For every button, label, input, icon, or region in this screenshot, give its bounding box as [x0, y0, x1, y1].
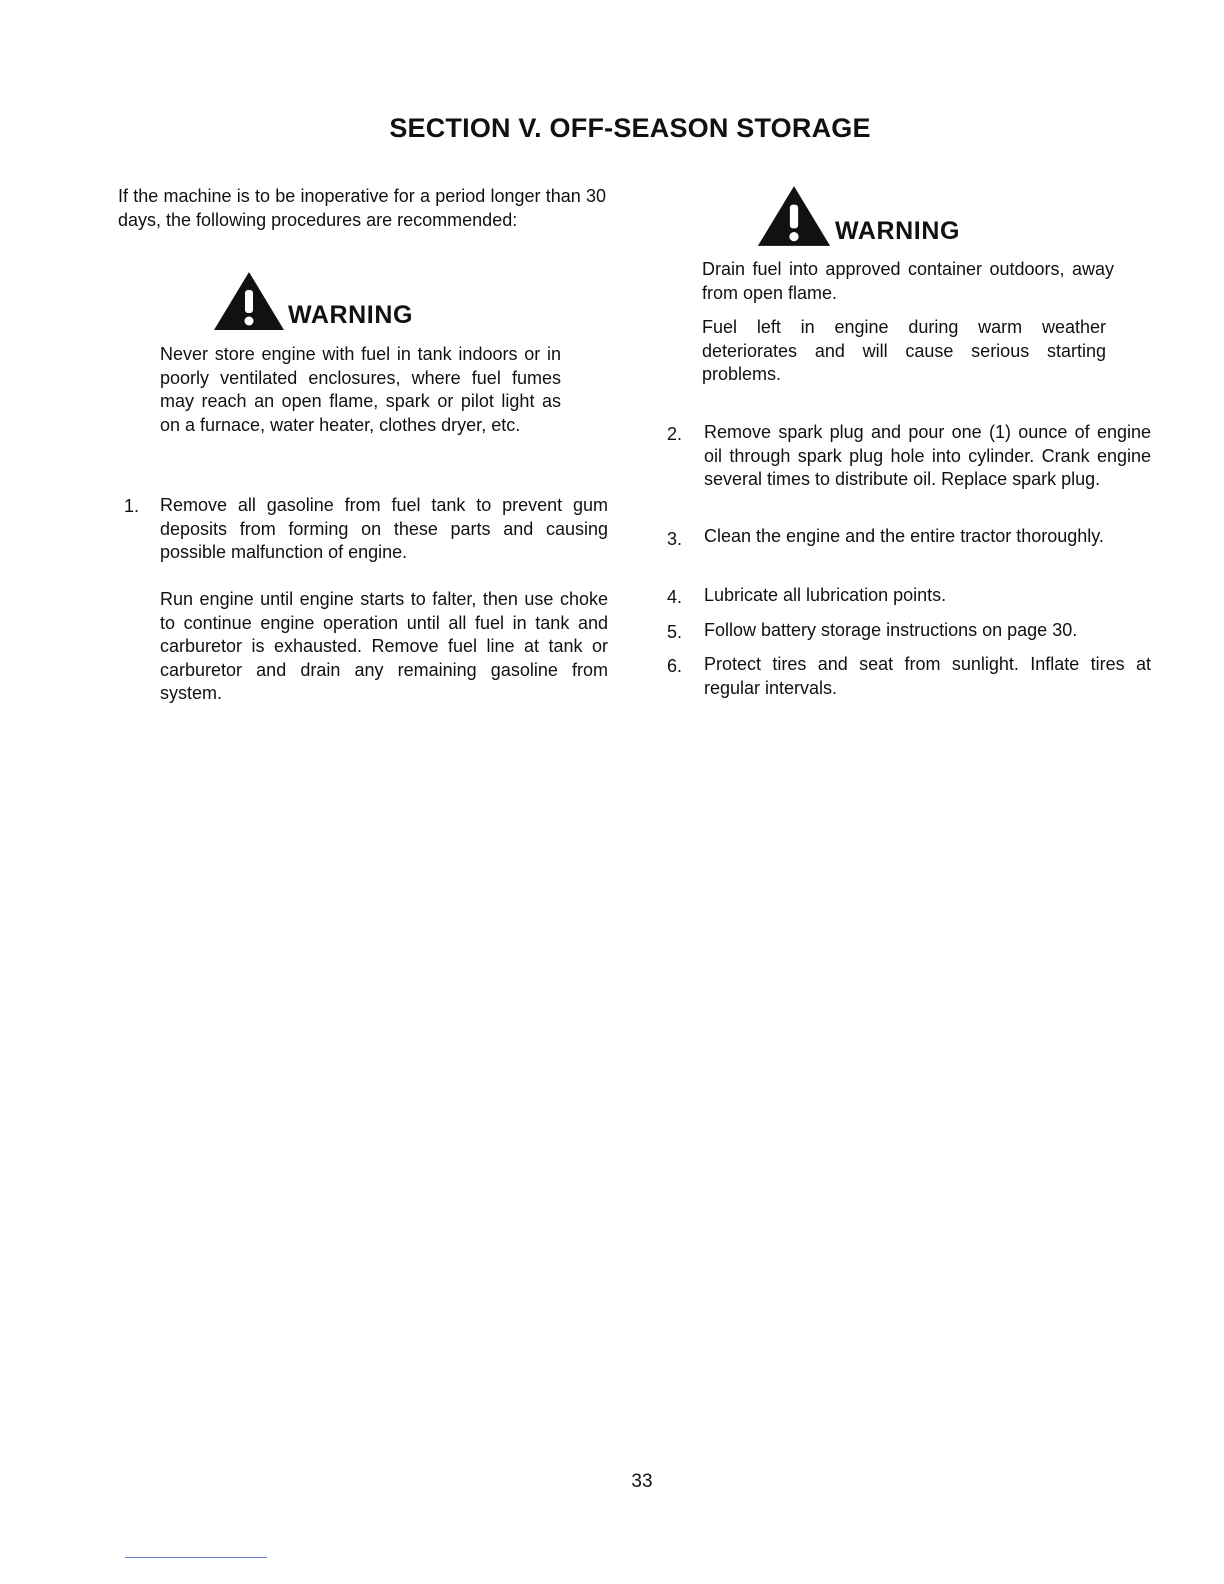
left-warning-header	[212, 270, 413, 332]
warning-triangle-icon	[212, 270, 286, 332]
warning-label: WARNING	[288, 301, 414, 329]
warning-label: WARNING	[835, 217, 961, 245]
right-warning-header	[755, 184, 960, 248]
step-6-text: Protect tires and seat from sunlight. Inflate tires at regular intervals.	[704, 654, 1151, 698]
step-number: 3.	[667, 529, 683, 549]
page-number: 33	[631, 1471, 653, 1492]
step-number: 5.	[667, 622, 683, 642]
step-2-text: Remove spark plug and pour one (1) ounce of engine oil through spark plug hole into cylinder. Crank engine several times to distribute oil. Replace spark plug.	[704, 422, 1151, 489]
step-4-text: Lubricate all lubrication points.	[704, 585, 947, 605]
warning-triangle-icon	[755, 184, 833, 248]
intro-paragraph: If the machine is to be inoperative for a period longer than 30 days, the following procedures are recommended:	[118, 186, 606, 230]
step-1-text: Remove all gasoline from fuel tank to prevent gum deposits from forming on these parts and causing possible malfunction of engine.	[160, 495, 608, 562]
section-title: SECTION V. OFF-SEASON STORAGE	[389, 113, 871, 143]
step-number: 2.	[667, 424, 683, 444]
right-warning-text-1: Drain fuel into approved container outdoors, away from open flame.	[702, 259, 1114, 303]
step-1-subtext: Run engine until engine starts to falter, then use choke to continue engine operation until all fuel in tank and carburetor is exhausted. Remove fuel line at tank or carburetor and drain any remaining gasoline from system.	[160, 589, 608, 703]
step-number: 6.	[667, 656, 683, 676]
step-5-text: Follow battery storage instructions on page 30.	[704, 620, 1078, 640]
step-number: 4.	[667, 587, 683, 607]
bottom-divider	[125, 1557, 267, 1558]
step-number: 1.	[124, 496, 140, 516]
left-warning-text: Never store engine with fuel in tank indoors or in poorly ventilated enclosures, where fuel fumes may reach an open flame, spark or pilot light as on a furnace, water heater, clothes dryer, etc.	[160, 344, 561, 435]
step-3-text: Clean the engine and the entire tractor thoroughly.	[704, 526, 1104, 546]
right-warning-text-2: Fuel left in engine during warm weather deteriorates and will cause serious starting problems.	[702, 317, 1106, 384]
